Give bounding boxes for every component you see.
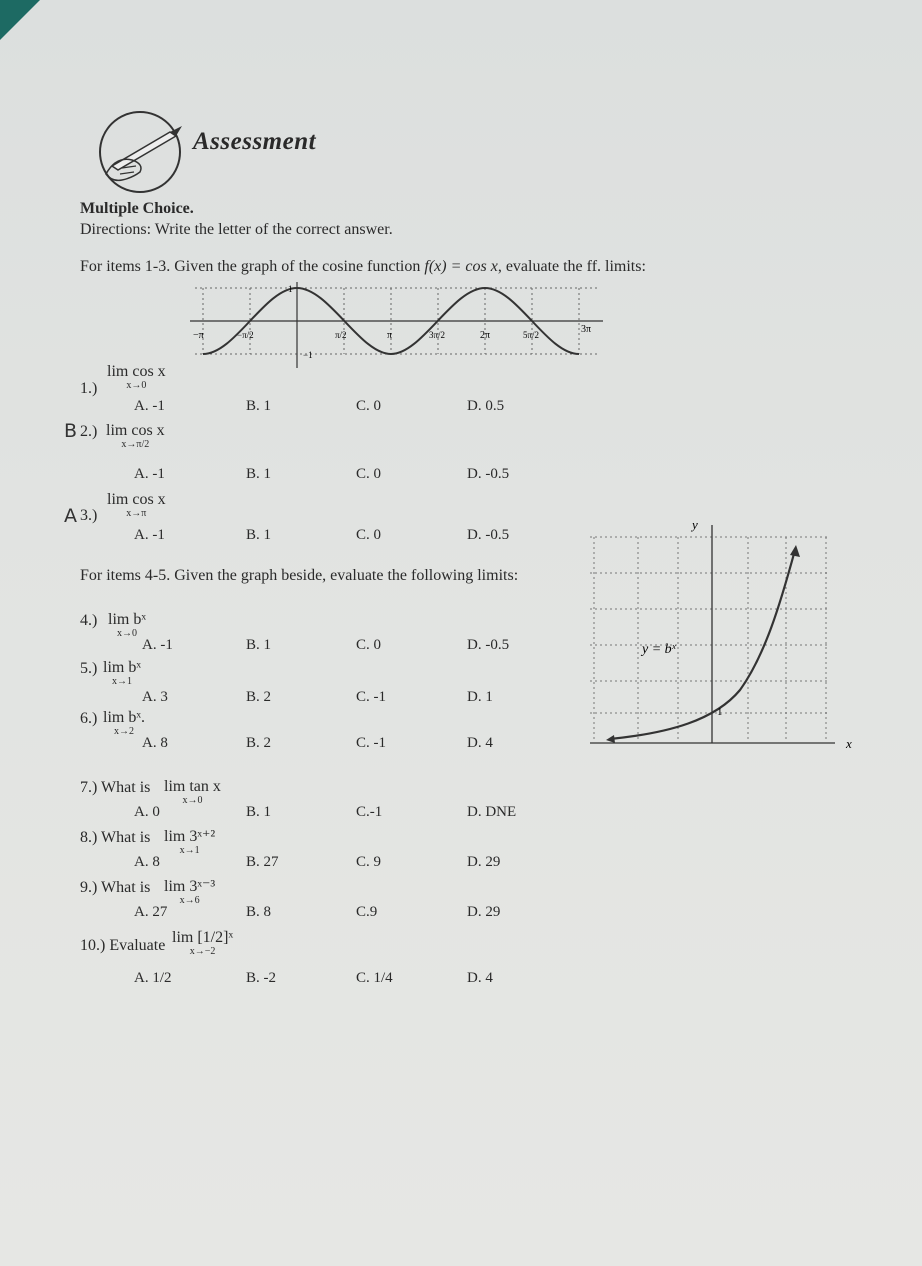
item-3-limit [107, 492, 166, 519]
item-9-prefix: What is [101, 879, 151, 896]
item-6-number: 6.) [80, 710, 98, 727]
graph-label-neg-pi: −π [193, 330, 204, 341]
exponential-graph [590, 515, 860, 755]
item-7-text [80, 779, 150, 797]
item-5-choice-b: B. 2 [246, 689, 272, 705]
item-2-limit-expr: lim cos x [106, 422, 165, 439]
item-8-limit [164, 829, 215, 856]
item-8-limit-expr: lim 3ˣ⁺² [164, 828, 216, 845]
item-10-choice-d: D. 4 [467, 970, 493, 986]
graph-y-axis-label: y [692, 517, 698, 532]
item-5-limit-expr: lim bˣ [103, 659, 141, 676]
item-1-choice-b: B. 1 [246, 398, 272, 414]
graph-curve-label: y = bˣ [642, 642, 676, 657]
part1-instruction [80, 258, 646, 276]
item-7-limit [164, 779, 221, 806]
item-4-choice-a: A. -1 [142, 637, 173, 653]
item-10-limit-expr: lim [1/2]ˣ [172, 929, 234, 946]
item-3-choice-c: C. 0 [356, 527, 382, 543]
item-1-limit [107, 364, 166, 391]
item-9-limit [164, 879, 215, 906]
graph-label-pi: π [387, 330, 393, 341]
item-9-choice-c: C.9 [356, 904, 378, 920]
item-2-choice-b: B. 1 [246, 466, 272, 482]
item-5-choice-c: C. -1 [356, 689, 386, 705]
item-5-limit-sub: x→1 [111, 676, 132, 687]
item-5-choice-d: D. 1 [467, 689, 493, 705]
item-2-limit-sub: x→π/2 [121, 439, 150, 450]
item-4-limit [108, 612, 146, 639]
item-9-limit-expr: lim 3ˣ⁻³ [164, 878, 216, 895]
item-8-choice-d: D. 29 [467, 854, 501, 870]
item-6-choice-b: B. 2 [246, 735, 272, 751]
item-8-text [80, 829, 150, 847]
item-10-number: 10.) [80, 937, 106, 954]
item-9-choice-b: B. 8 [246, 904, 272, 920]
item-4-choice-b: B. 1 [246, 637, 272, 653]
graph-label-3pi: 3π [581, 324, 592, 335]
item-10-choice-c: C. 1/4 [356, 970, 393, 986]
item-10-text [80, 937, 165, 955]
item-2-choice-d: D. -0.5 [467, 466, 510, 482]
item-5-number: 5.) [80, 660, 98, 677]
item-2-choice-a: A. -1 [134, 466, 165, 482]
item-7-choice-c: C.-1 [356, 804, 383, 820]
graph-x-axis-label: x [846, 736, 852, 751]
graph-label-neg-pi-half: −π/2 [237, 330, 254, 340]
item-7-choice-b: B. 1 [246, 804, 272, 820]
item-2-number: 2.) [80, 423, 98, 440]
item-9-limit-sub: x→6 [179, 895, 200, 906]
item-3-limit-sub: x→π [126, 508, 147, 519]
item-8-prefix: What is [101, 829, 151, 846]
item-1-limit-sub: x→0 [126, 380, 147, 391]
item-1-limit-expr: lim cos x [107, 363, 166, 380]
part1-function: f(x) = cos x [424, 258, 498, 275]
item-1-choice-a: A. -1 [134, 398, 165, 414]
item-7-limit-expr: lim tan x [164, 778, 221, 795]
item-4-choice-c: C. 0 [356, 637, 382, 653]
item-8-choice-a: A. 8 [134, 854, 160, 870]
item-8-number: 8.) [80, 829, 98, 846]
item-10-limit [172, 930, 233, 957]
item-8-choice-b: B. 27 [246, 854, 279, 870]
graph-label-1: 1 [288, 284, 293, 294]
section-heading: Multiple Choice. [80, 200, 194, 217]
part2-instruction: For items 4-5. Given the graph beside, evaluate the following limits: [80, 567, 519, 584]
item-10-choice-a: A. 1/2 [134, 970, 172, 986]
item-7-limit-sub: x→0 [182, 795, 203, 806]
item-8-choice-c: C. 9 [356, 854, 382, 870]
item-7-prefix: What is [101, 779, 151, 796]
item-3-choice-d: D. -0.5 [467, 527, 510, 543]
item-9-text [80, 879, 150, 897]
item-3-number: 3.) [80, 507, 98, 524]
item-10-choice-b: B. -2 [246, 970, 276, 986]
part1-instruction-prefix: For items 1-3. Given the graph of the cosine function [80, 258, 421, 275]
item-6-choice-a: A. 8 [142, 735, 168, 751]
item-1-choice-d: D. 0.5 [467, 398, 505, 414]
page-corner [0, 0, 40, 40]
item-6-choice-d: D. 4 [467, 735, 493, 751]
page-title: Assessment [193, 128, 317, 155]
part1-instruction-suffix: , evaluate the ff. limits: [497, 258, 646, 275]
graph-label-2pi: 2π [480, 330, 491, 341]
graph-label-3pi-half: 3π/2 [429, 330, 446, 340]
item-5-limit [103, 660, 141, 687]
item-7-number: 7.) [80, 779, 98, 796]
item-2-handwritten-answer: B [64, 420, 78, 442]
item-7-choice-a: A. 0 [134, 804, 160, 820]
item-6-limit-expr: lim bˣ. [103, 709, 145, 726]
item-4-choice-d: D. -0.5 [467, 637, 510, 653]
graph-label-pi-half: π/2 [335, 330, 347, 340]
item-9-choice-d: D. 29 [467, 904, 501, 920]
item-5-choice-a: A. 3 [142, 689, 168, 705]
graph-point-label: 1 [717, 706, 723, 718]
item-2-limit [106, 423, 165, 450]
item-4-limit-expr: lim bˣ [108, 611, 146, 628]
item-4-number: 4.) [80, 612, 98, 629]
item-10-prefix: Evaluate [109, 937, 166, 954]
item-7-choice-d: D. DNE [467, 804, 517, 820]
item-6-choice-c: C. -1 [356, 735, 386, 751]
item-3-choice-a: A. -1 [134, 527, 165, 543]
item-1-choice-c: C. 0 [356, 398, 382, 414]
item-2-choice-c: C. 0 [356, 466, 382, 482]
item-8-limit-sub: x→1 [179, 845, 200, 856]
item-9-number: 9.) [80, 879, 98, 896]
item-1-number: 1.) [80, 380, 98, 397]
graph-label-5pi-half: 5π/2 [523, 330, 540, 340]
item-4-limit-sub: x→0 [116, 628, 137, 639]
item-3-handwritten-answer: A [64, 505, 77, 527]
item-6-limit-sub: x→2 [113, 726, 134, 737]
pencil-hand-icon [92, 108, 192, 196]
item-10-limit-sub: x→−2 [189, 946, 216, 957]
item-3-choice-b: B. 1 [246, 527, 272, 543]
item-3-limit-expr: lim cos x [107, 491, 166, 508]
item-9-choice-a: A. 27 [134, 904, 168, 920]
directions-text: Directions: Write the letter of the correct answer. [80, 221, 393, 238]
graph-label-neg1: −1 [303, 350, 313, 360]
cosine-graph [185, 280, 610, 370]
item-6-limit [103, 710, 145, 737]
